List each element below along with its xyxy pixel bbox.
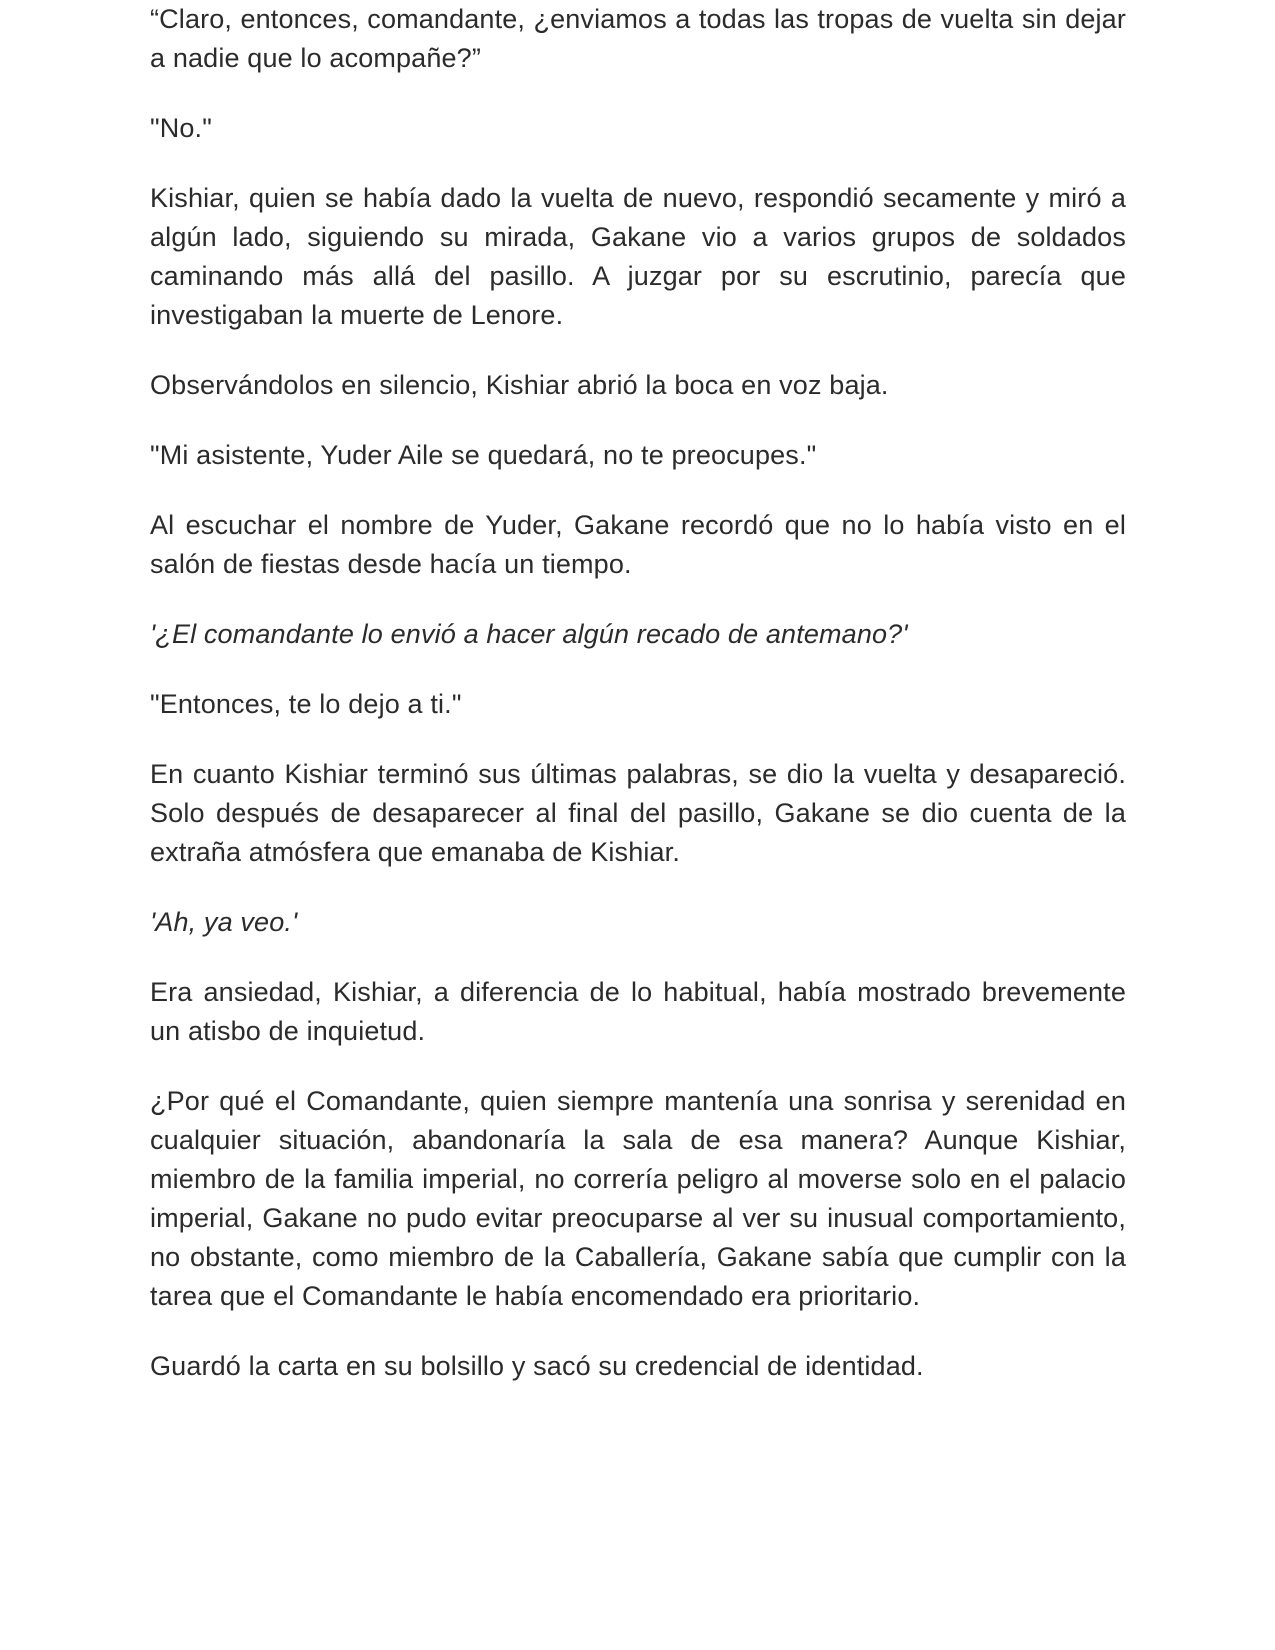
- paragraph-2: "No.": [150, 113, 212, 143]
- paragraph-3: Kishiar, quien se había dado la vuelta de nuevo, respondió secamente y miró a algún lado, siguiendo su mirada, Gakane vio a varios grupos de soldados caminando más allá del pasillo. A juzgar por su escrutinio, parecía que investigaban la muerte de Lenore.: [150, 183, 1126, 330]
- paragraph-6: Al escuchar el nombre de Yuder, Gakane recordó que no lo había visto en el salón de fiestas desde hacía un tiempo.: [150, 510, 1126, 579]
- paragraph-1: “Claro, entonces, comandante, ¿enviamos a todas las tropas de vuelta sin dejar a nadie que lo acompañe?”: [150, 4, 1126, 73]
- paragraph-9: En cuanto Kishiar terminó sus últimas palabras, se dio la vuelta y desapareció. Solo después de desaparecer al final del pasillo, Gakane se dio cuenta de la extraña atmósfera que emanaba de Kishiar.: [150, 759, 1126, 867]
- document-page: [150, 0, 1126, 1417]
- paragraph-12: ¿Por qué el Comandante, quien siempre mantenía una sonrisa y serenidad en cualquier situación, abandonaría la sala de esa manera? Aunque Kishiar, miembro de la familia imperial, no correría peligro al moverse solo en el palacio imperial, Gakane no pudo evitar preocuparse al ver su inusual comportamiento, no obstante, como miembro de la Caballería, Gakane sabía que cumplir con la tarea que el Comandante le había encomendado era prioritario.: [150, 1086, 1126, 1311]
- paragraph-7-thought: '¿El comandante lo envió a hacer algún recado de antemano?': [150, 619, 908, 649]
- paragraph-11: Era ansiedad, Kishiar, a diferencia de lo habitual, había mostrado brevemente un atisbo de inquietud.: [150, 977, 1126, 1046]
- paragraph-8: "Entonces, te lo dejo a ti.": [150, 689, 462, 719]
- paragraph-5: "Mi asistente, Yuder Aile se quedará, no te preocupes.": [150, 440, 817, 470]
- paragraph-4: Observándolos en silencio, Kishiar abrió la boca en voz baja.: [150, 370, 889, 400]
- paragraph-10-thought: 'Ah, ya veo.': [150, 907, 298, 937]
- paragraph-13: Guardó la carta en su bolsillo y sacó su credencial de identidad.: [150, 1351, 924, 1381]
